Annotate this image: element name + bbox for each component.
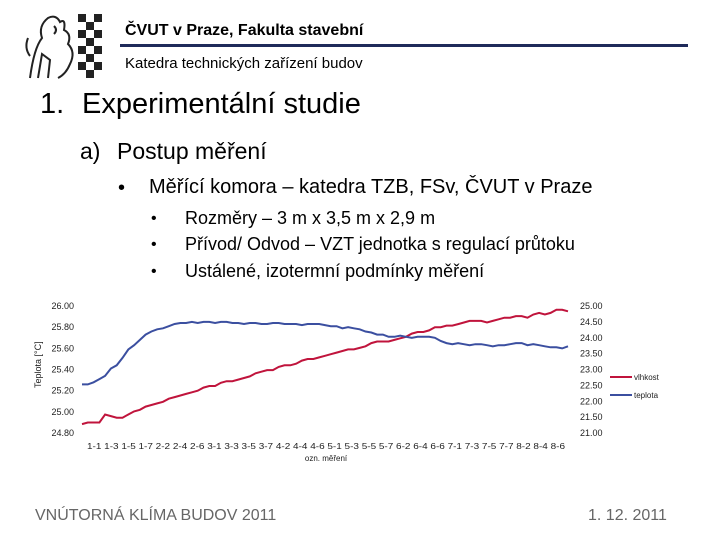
y-right-tick-label: 24.00 (580, 332, 603, 343)
heading-number: 1. (40, 88, 65, 120)
y-left-tick-label: 25.40 (51, 364, 74, 375)
ctu-lion-logo-icon (20, 8, 110, 86)
bullet-main: Měřící komora – katedra TZB, FSv, ČVUT v Praze (149, 176, 593, 198)
bullet-icon: • (151, 263, 157, 280)
y-right-tick-label: 24.50 (580, 316, 603, 327)
bullet-icon: • (151, 210, 157, 227)
subheading: Postup měření (117, 138, 267, 164)
bullet-sub-2: Přívod/ Odvod – VZT jednotka s regulací průtoku (185, 234, 575, 254)
header-divider (120, 44, 688, 47)
subheading-marker: a) (80, 138, 101, 164)
y-right-tick-label: 21.50 (580, 412, 603, 423)
y-axis-label: Teplota [°C] (33, 341, 43, 388)
y-left-tick-label: 25.20 (51, 385, 74, 396)
y-left-tick-label: 24.80 (51, 428, 74, 438)
y-right-tick-label: 22.50 (580, 380, 603, 391)
y-left-tick-label: 25.00 (51, 406, 74, 417)
footer-date: 1. 12. 2011 (588, 507, 667, 524)
series-line-teplota (82, 322, 568, 385)
bullet-sub-1: Rozměry – 3 m x 3,5 m x 2,9 m (185, 208, 436, 228)
footer-event: VNÚTORNÁ KLÍMA BUDOV 2011 (35, 507, 277, 524)
header-subtitle: Katedra technických zařízení budov (125, 55, 363, 72)
bullet-icon: • (151, 236, 157, 253)
x-axis-label: ozn. měření (304, 454, 348, 463)
series-line-vlhkost (82, 310, 568, 424)
y-left-tick-label: 25.60 (51, 343, 74, 354)
y-right-tick-label: 22.00 (580, 396, 603, 407)
x-tick-labels: 1-1 1-3 1-5 1-7 2-2 2-4 2-6 3-1 3-3 3-5 3-7 4-2 4-4 4-6 5-1 5-3 5-5 5-7 6-2 6-4 6-6 7-1 7-3 7-5 7-7 8-2 8-4 8-6 (87, 442, 566, 451)
y-right-tick-label: 23.00 (580, 364, 603, 375)
y-right-tick-label: 25.00 (580, 301, 603, 311)
bullet-sub-3: Ustálené, izotermní podmínky měření (185, 261, 485, 281)
slide-heading: Experimentální studie (82, 88, 361, 120)
y-left-tick-label: 25.80 (51, 322, 74, 333)
legend-label-teplota: teplota (634, 391, 659, 400)
measurement-chart (0, 290, 720, 470)
header-title: ČVUT v Praze, Fakulta stavební (125, 22, 364, 39)
legend-label-vlhkost: vlhkost (634, 373, 659, 382)
bullet-icon: • (118, 177, 126, 199)
y-right-tick-label: 21.00 (580, 428, 603, 438)
y-right-tick-label: 23.50 (580, 348, 603, 359)
y-left-tick-label: 26.00 (51, 301, 74, 311)
